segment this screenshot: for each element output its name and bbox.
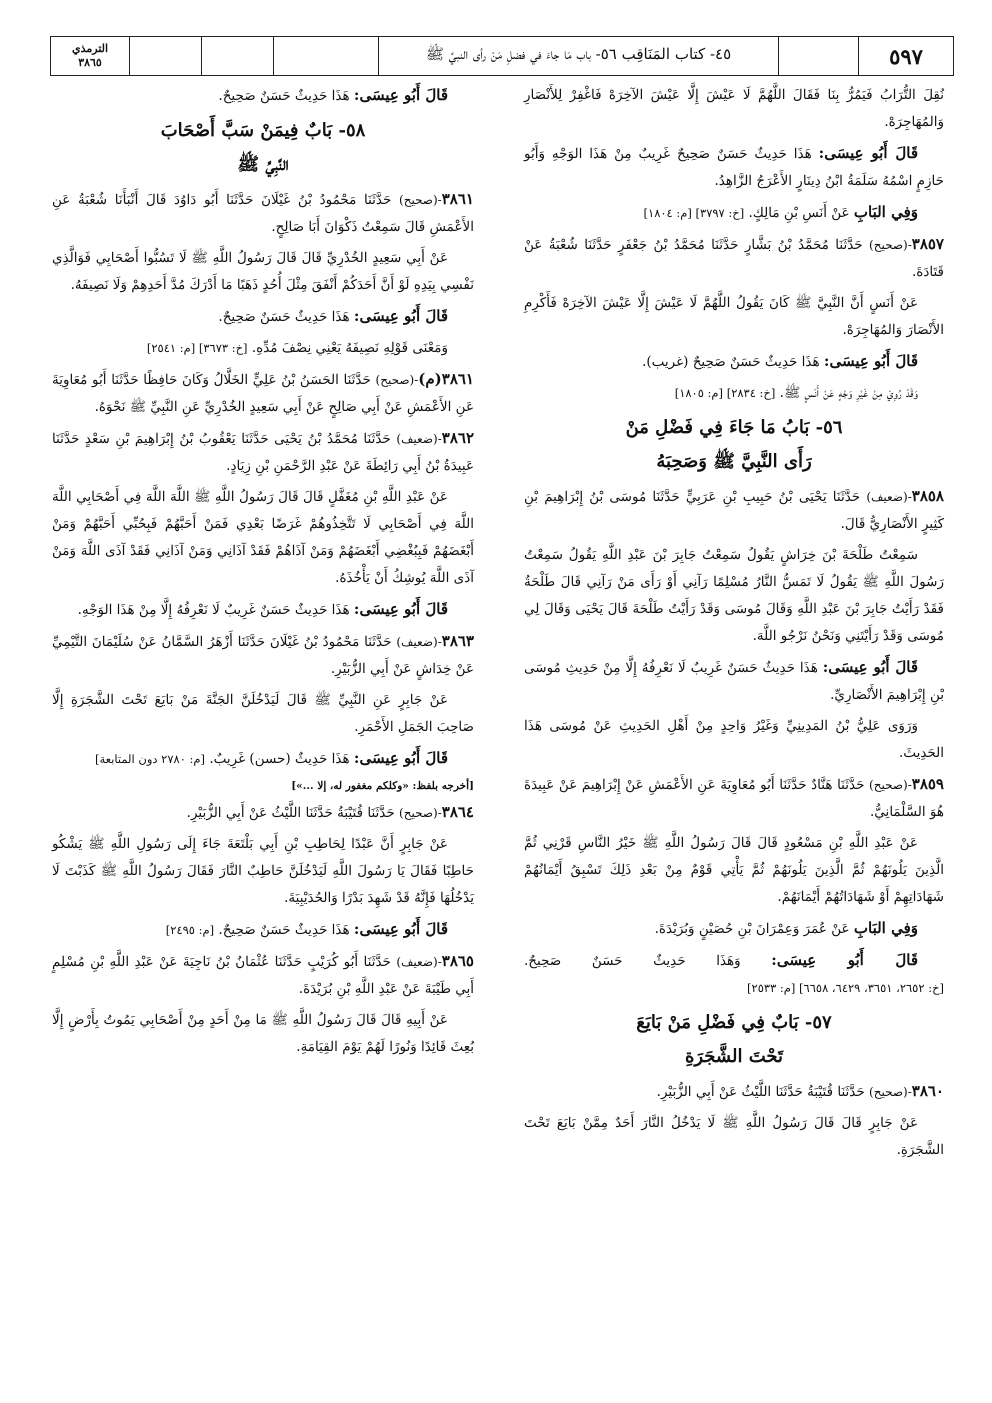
- chapter-heading-line: ٥٧- بَابٌ فِي فَضْلِ مَنْ بَايَعَ: [636, 1012, 832, 1033]
- commentary-lead: قَالَ أَبُو عِيسَى:: [818, 144, 918, 162]
- hadith-number: ٣٨٦٢: [441, 429, 475, 447]
- paragraph-text: وَهَذَا حَدِيثٌ حَسَنٌ صَحِيحٌ.: [524, 953, 741, 969]
- commentary-paragraph: [524, 654, 944, 709]
- paragraph-text: عَنْ أَنَسِ بْنِ مَالِكٍ.: [748, 205, 850, 221]
- paragraph-text: سَمِعْتُ طَلْحَةَ بْنَ خِرَاشٍ يَقُولُ سَمِعْتُ جَابِرَ بْنَ عَبْدِ اللَّهِ يَقُولُ سَمِعْتُ رَسُولَ اللَّهِ ﷺ يَقُولُ لَا تَمَسُّ النَّارُ مُسْلِمًا رَآنِي أَوْ رَأَى مَنْ رَآنِي قَالَ طَلْحَةُ فَقَدْ رَأَيْتُ جَابِرَ بْنَ عَبْدِ اللَّهِ وَقَالَ مُوسَى وَقَدْ رَأَيْتُ طَلْحَةَ قَالَ يَحْيَى وَقَالَ لِي مُوسَى وَقَدْ رَأَيْتَنِي وَنَحْنُ نَرْجُو اللَّهَ.: [524, 547, 944, 644]
- hadith-number: ٣٨٥٨: [911, 487, 944, 505]
- hadith-number: ٣٨٥٧: [911, 235, 944, 253]
- commentary-paragraph: [52, 745, 474, 773]
- hadith-grade: -(ضعيف): [396, 955, 442, 969]
- paragraph-text: عَنْ أَنَسٍ أَنَّ النَّبِيَّ ﷺ كَانَ يَقُولُ اللَّهُمَّ لَا عَيْشَ إِلَّا عَيْشَ الآخِرَهْ فَأَكْرِمِ الأَنْصَارَ وَالمُهَاجِرَهْ.: [524, 295, 944, 338]
- header-empty-cell: [273, 37, 378, 75]
- paragraph-text: حَدَّثَنَا هَنَّادٌ حَدَّثَنَا أَبُو مُعَاوِيَةَ عَنِ الأَعْمَشِ عَنْ إِبْرَاهِيمَ عَنْ عَبِيدَةَ هُوَ السَّلْمَانِيُّ.: [524, 777, 944, 820]
- commentary-paragraph: [52, 596, 474, 624]
- commentary-lead: قَالَ أَبُو عِيسَى:: [353, 920, 448, 938]
- commentary-lead: قَالَ أَبُو عِيسَى:: [771, 951, 918, 969]
- paragraph-text: هَذَا حَدِيثٌ حَسَنٌ غَرِيبٌ لَا نَعْرِفُهُ إِلَّا مِنْ حَدِيثِ مُوسَى بْنِ إِبْرَاهِيمَ الأَنْصَارِيِّ.: [524, 660, 944, 703]
- hadith-paragraph: [524, 1078, 944, 1106]
- paragraph-text: وَمَعْنَى قَوْلِهِ نَصِيفَهُ يَعْنِي نِصْفَ مُدِّهِ.: [251, 340, 448, 356]
- body-paragraph: [524, 290, 944, 344]
- paragraph-text: عَنْ عَبْدِ اللَّهِ بْنِ مُغَفَّلٍ قَالَ قَالَ رَسُولُ اللَّهِ ﷺ اللَّهَ اللَّهَ فِي أَصْحَابِي اللَّهَ اللَّهَ فِي أَصْحَابِي لَا تَتَّخِذُوهُمْ غَرَضًا بَعْدِي فَمَنْ أَحَبَّهُمْ فَبِحُبِّي أَحَبَّهُمْ وَمَنْ أَبْغَضَهُمْ فَبِبُغْضِي أَبْغَضَهُمْ وَمَنْ آذَاهُمْ فَقَدْ آذَانِي وَمَنْ آذَانِي فَقَدْ آذَى اللَّهَ وَمَنْ آذَى اللَّهَ يُوشِكُ أَنْ يَأْخُذَهُ.: [52, 489, 474, 586]
- page-header: [50, 36, 954, 76]
- commentary-lead: قَالَ أَبُو عِيسَى:: [353, 307, 448, 325]
- hadith-grade: -(ضعيف): [866, 490, 912, 504]
- body-paragraph: [52, 687, 474, 741]
- commentary-lead: قَالَ أَبُو عِيسَى:: [353, 86, 448, 104]
- body-paragraph: [524, 713, 944, 767]
- paragraph-text: هَذَا حَدِيثٌ (حسن) غَرِيبٌ.: [209, 751, 350, 767]
- hadith-number: ٣٨٦١: [441, 190, 474, 208]
- source-reference: [م: ٢٤٩٥]: [165, 923, 215, 937]
- paragraph-text: عَنْ جَابِرٍ عَنِ النَّبِيِّ ﷺ قَالَ لَيَدْخُلَنَّ الجَنَّةَ مَنْ بَايَعَ تَحْتَ الشَّجَرَةِ إِلَّا صَاحِبَ الجَمَلِ الأَحْمَرِ.: [52, 692, 474, 735]
- source-reference: [خ: ٣٦٧٣] [م: ٢٥٤١]: [146, 341, 248, 355]
- commentary-paragraph: [524, 140, 944, 195]
- commentary-lead: وَفِي البَابِ: [853, 919, 918, 937]
- paragraph-text: عَنْ جَابِرٍ أَنَّ عَبْدًا لِحَاطِبِ بْنِ أَبِي بَلْتَعَةَ جَاءَ إِلَى رَسُولِ اللَّهِ ﷺ يَشْكُو حَاطِبًا فَقَالَ يَا رَسُولَ اللَّهِ لَيَدْخُلَنَّ حَاطِبٌ النَّارَ فَقَالَ رَسُولُ اللَّهِ ﷺ كَذَبْتَ لَا يَدْخُلُهَا فَإِنَّهُ قَدْ شَهِدَ بَدْرًا وَالحُدَيْبِيَةَ.: [52, 836, 474, 906]
- hadith-number: ٣٨٥٩: [911, 775, 944, 793]
- page-number: ٥٩٧: [858, 37, 953, 75]
- source-reference: [خ: ٣٧٩٧] [م: ١٨٠٤]: [643, 206, 745, 220]
- paragraph-text: حَدَّثَنَا يَحْيَى بْنُ حَبِيبِ بْنِ عَرَبِيٍّ حَدَّثَنَا مُوسَى بْنُ إِبْرَاهِيمَ بْنِ كَثِيرٍ الأَنْصَارِيُّ قَالَ.: [524, 489, 944, 532]
- hadith-number: ٣٨٦١(م): [418, 370, 474, 388]
- body-paragraph: [52, 335, 474, 362]
- hadith-grade: -(ضعيف): [396, 635, 442, 649]
- paragraph-text: عَنْ عَبْدِ اللَّهِ بْنِ مَسْعُودٍ قَالَ قَالَ رَسُولُ اللَّهِ ﷺ خَيْرُ النَّاسِ قَرْنِي ثُمَّ الَّذِينَ يَلُونَهُمْ ثُمَّ الَّذِينَ يَلُونَهُمْ ثُمَّ يَأْتِي قَوْمٌ مِنْ بَعْدِ ذَلِكَ تَسْبِقُ أَيْمَانُهُمْ شَهَادَاتِهِمْ أَوْ شَهَادَاتُهُمْ أَيْمَانَهُمْ.: [524, 835, 944, 905]
- hadith-paragraph: [524, 231, 944, 286]
- hadith-grade: -(صحيح): [399, 806, 442, 820]
- paragraph-text: هَذَا حَدِيثٌ حَسَنٌ غَرِيبٌ لَا نَعْرِفُهُ إِلَّا مِنْ هَذَا الوَجْهِ.: [77, 602, 350, 618]
- hadith-number: ٣٨٦٤: [441, 803, 474, 821]
- hadith-grade: -(صحيح): [869, 1085, 912, 1099]
- hadith-number: ٣٨٦٠: [911, 1082, 944, 1100]
- footnote: [أخرجه بلفظ: «وكلكم مغفور له، إلا ...»]: [291, 780, 474, 792]
- paragraph-text: حَدَّثَنَا مُحَمَّدُ بْنُ بَشَّارٍ حَدَّثَنَا مُحَمَّدُ بْنُ جَعْفَرٍ حَدَّثَنَا شُعْبَةُ عَنْ قَتَادَةَ.: [524, 237, 944, 280]
- source-reference: [خ: ٢٨٣٤] [م: ١٨٠٥]: [674, 386, 776, 400]
- paragraph-text: عَنْ أَبِي سَعِيدٍ الخُدْرِيِّ قَالَ قَالَ رَسُولُ اللَّهِ ﷺ لَا تَسُبُّوا أَصْحَابِي فَوَالَّذِي نَفْسِي بِيَدِهِ لَوْ أَنَّ أَحَدَكُمْ أَنْفَقَ مِثْلَ أُحُدٍ ذَهَبًا مَا أَدْرَكَ مُدَّ أَحَدِهِمْ وَلَا نَصِيفَهُ.: [52, 250, 474, 293]
- commentary-lead: وَفِي البَابِ: [853, 203, 918, 221]
- chapter-heading-line: رَأَى النَّبِيَّ ﷺ وَصَحِبَهُ: [656, 451, 812, 472]
- hadith-grade: -(صحيح): [869, 778, 912, 792]
- source-reference: [م: ٢٧٨٠ دون المتابعة]: [95, 752, 206, 766]
- header-empty-cell: [129, 37, 201, 75]
- chapter-heading-line: ٥٦- بَابُ مَا جَاءَ فِي فَضْلِ مَنْ: [625, 417, 843, 438]
- paragraph-text: عَنْ عُمَرَ وَعِمْرَانَ بْنِ حُصَيْنٍ وَبُرَيْدَةَ.: [654, 921, 850, 937]
- commentary-paragraph: [52, 82, 474, 110]
- hadith-paragraph: [524, 483, 944, 538]
- hadith-paragraph: [52, 799, 474, 827]
- book-chapter-title: ٤٥- كتاب المَنَاقِب ٥٦- باب مَا جاءَ في فضلِ مَنْ رأى النبيَّ ﷺ: [378, 37, 778, 75]
- paragraph-text: حَدَّثَنَا مَحْمُودُ بْنُ غَيْلَانَ حَدَّثَنَا أَزْهَرُ السَّمَّانُ عَنْ سُلَيْمَانَ التَّيْمِيِّ عَنْ خِدَاشٍ عَنْ أَبِي الزُّبَيْرِ.: [52, 634, 474, 677]
- chapter-heading: [52, 114, 474, 182]
- commentary-lead: قَالَ أَبُو عِيسَى:: [823, 352, 918, 370]
- commentary-paragraph: [524, 947, 944, 1002]
- body-paragraph: [524, 380, 944, 407]
- paragraph-text: وَقَدْ رُوِيَ مِنْ غَيْرِ وَجْهٍ عَنْ أَنَسٍ ﷺ.: [779, 385, 918, 401]
- body-paragraph: [524, 1110, 944, 1164]
- hadith-paragraph: [52, 628, 474, 683]
- left-text-column: [52, 82, 474, 1065]
- hadith-paragraph: [52, 366, 474, 421]
- paragraph-text: حَدَّثَنَا الحَسَنُ بْنُ عَلِيٍّ الخَلَّالُ وَكَانَ حَافِظًا حَدَّثَنَا أَبُو مُعَاوِيَةَ عَنِ الأَعْمَشِ عَنْ أَبِي صَالِحٍ عَنْ أَبِي سَعِيدٍ الخُدْرِيِّ عَنِ النَّبِيِّ ﷺ نَحْوَهُ.: [52, 372, 474, 415]
- hadith-paragraph: [524, 771, 944, 826]
- paragraph-text: هَذَا حَدِيثٌ حَسَنٌ صَحِيحٌ (غريب).: [642, 354, 820, 370]
- chapter-heading: [524, 1006, 944, 1074]
- paragraph-text: حَدَّثَنَا قُتَيْبَةُ حَدَّثَنَا اللَّيْثُ عَنْ أَبِي الزُّبَيْرِ.: [656, 1084, 865, 1100]
- hadith-number: ٣٨٦٣: [441, 632, 474, 650]
- hadith-number: ٣٨٦٥: [441, 952, 474, 970]
- commentary-paragraph: [524, 348, 944, 376]
- paragraph-text: حَدَّثَنَا مُحَمَّدُ بْنُ يَحْيَى حَدَّثَنَا يَعْقُوبُ بْنُ إِبْرَاهِيمَ بْنِ سَعْدٍ حَدَّثَنَا عَبِيدَةُ بْنُ أَبِي رَائِطَةَ عَنْ عَبْدِ الرَّحْمَنِ بْنِ زِيَادٍ.: [52, 431, 474, 474]
- right-text-column: [524, 82, 944, 1168]
- paragraph-text: عَنْ أَبِيهِ قَالَ قَالَ رَسُولُ اللَّهِ ﷺ مَا مِنْ أَحَدٍ مِنْ أَصْحَابِي يَمُوتُ بِأَرْضٍ إِلَّا بُعِثَ قَائِدًا وَنُورًا لَهُمْ يَوْمَ القِيَامَةِ.: [52, 1012, 474, 1055]
- chapter-heading-line: النَّبِيِّ ﷺ: [237, 154, 289, 175]
- header-empty-cell: [778, 37, 858, 75]
- commentary-paragraph: [524, 199, 944, 227]
- commentary-lead: قَالَ أَبُو عِيسَى:: [353, 749, 448, 767]
- body-paragraph: [52, 245, 474, 299]
- body-paragraph: [52, 831, 474, 912]
- reference-book: الترمذي: [71, 42, 109, 55]
- paragraph-text: نُقِلَ التُّرَابُ فَيَمُرُّ بِنَا فَقَالَ اللَّهُمَّ لَا عَيْشَ إِلَّا عَيْشَ الآخِرَهْ فَاغْفِرْ لِلأَنْصَارِ وَالمُهَاجِرَهْ.: [524, 87, 944, 130]
- chapter-heading-line: تَحْتَ الشَّجَرَةِ: [684, 1046, 784, 1067]
- hadith-grade: -(صحيح): [869, 238, 912, 252]
- source-reference: [خ: ٢٦٥٢، ٣٦٥١، ٦٤٢٩، ٦٦٥٨] [م: ٢٥٣٣]: [747, 981, 944, 995]
- body-paragraph: [524, 82, 944, 136]
- commentary-paragraph: [524, 915, 944, 943]
- paragraph-text: هَذَا حَدِيثٌ حَسَنٌ صَحِيحٌ.: [218, 922, 350, 938]
- chapter-heading: [524, 411, 944, 479]
- paragraph-text: هَذَا حَدِيثٌ حَسَنٌ صَحِيحٌ.: [218, 309, 350, 325]
- header-empty-cell: [201, 37, 273, 75]
- body-paragraph: [52, 484, 474, 592]
- chapter-heading-line: ٥٨- بَابٌ فِيمَنْ سَبَّ أَصْحَابَ: [160, 120, 366, 141]
- commentary-paragraph: [52, 303, 474, 331]
- hadith-grade: -(صحيح): [375, 373, 419, 387]
- hadith-reference: [51, 37, 129, 75]
- paragraph-text: حَدَّثَنَا مَحْمُودُ بْنُ غَيْلَانَ حَدَّثَنَا أَبُو دَاوُدَ قَالَ أَنْبَأَنَا شُعْبَةُ عَنِ الأَعْمَشِ قَالَ سَمِعْتُ ذَكْوَانَ أَبَا صَالِحٍ.: [52, 192, 474, 235]
- body-paragraph: [52, 1007, 474, 1061]
- paragraph-text: وَرَوَى عَلِيُّ بْنُ المَدِينِيِّ وَغَيْرُ وَاحِدٍ مِنْ أَهْلِ الحَدِيثِ عَنْ مُوسَى هَذَا الحَدِيثَ.: [524, 718, 944, 761]
- commentary-paragraph: [52, 916, 474, 944]
- paragraph-text: حَدَّثَنَا قُتَيْبَةُ حَدَّثَنَا اللَّيْثُ عَنْ أَبِي الزُّبَيْرِ.: [186, 805, 395, 821]
- commentary-lead: قَالَ أَبُو عِيسَى:: [822, 658, 918, 676]
- hadith-paragraph: [52, 186, 474, 241]
- body-paragraph: [524, 542, 944, 650]
- hadith-grade: -(ضعيف): [396, 432, 442, 446]
- reference-number: ٣٨٦٥: [78, 56, 102, 69]
- commentary-lead: قَالَ أَبُو عِيسَى:: [353, 600, 448, 618]
- hadith-paragraph: [52, 948, 474, 1003]
- paragraph-text: حَدَّثَنَا أَبُو كُرَيْبٍ حَدَّثَنَا عُثْمَانُ بْنُ نَاجِيَةَ عَنْ عَبْدِ اللَّهِ بْنِ مُسْلِمٍ أَبِي طَيْبَةَ عَنْ عَبْدِ اللَّهِ بْنِ بُرَيْدَةَ.: [52, 954, 474, 997]
- paragraph-text: عَنْ جَابِرٍ قَالَ قَالَ رَسُولُ اللَّهِ ﷺ لَا يَدْخُلُ النَّارَ أَحَدٌ مِمَّنْ بَايَعَ تَحْتَ الشَّجَرَةِ.: [524, 1115, 944, 1158]
- paragraph-text: هَذَا حَدِيثٌ حَسَنٌ صَحِيحٌ غَرِيبٌ مِنْ هَذَا الوَجْهِ وَأَبُو حَازِمٍ اسْمُهُ سَلَمَةُ ابْنُ دِينَارٍ الأَعْرَجُ الزَّاهِدُ.: [524, 146, 944, 189]
- paragraph-text: هَذَا حَدِيثٌ حَسَنٌ صَحِيحٌ.: [218, 88, 350, 104]
- body-paragraph: [524, 830, 944, 911]
- hadith-paragraph: [52, 425, 474, 480]
- hadith-grade: -(صحيح): [399, 193, 442, 207]
